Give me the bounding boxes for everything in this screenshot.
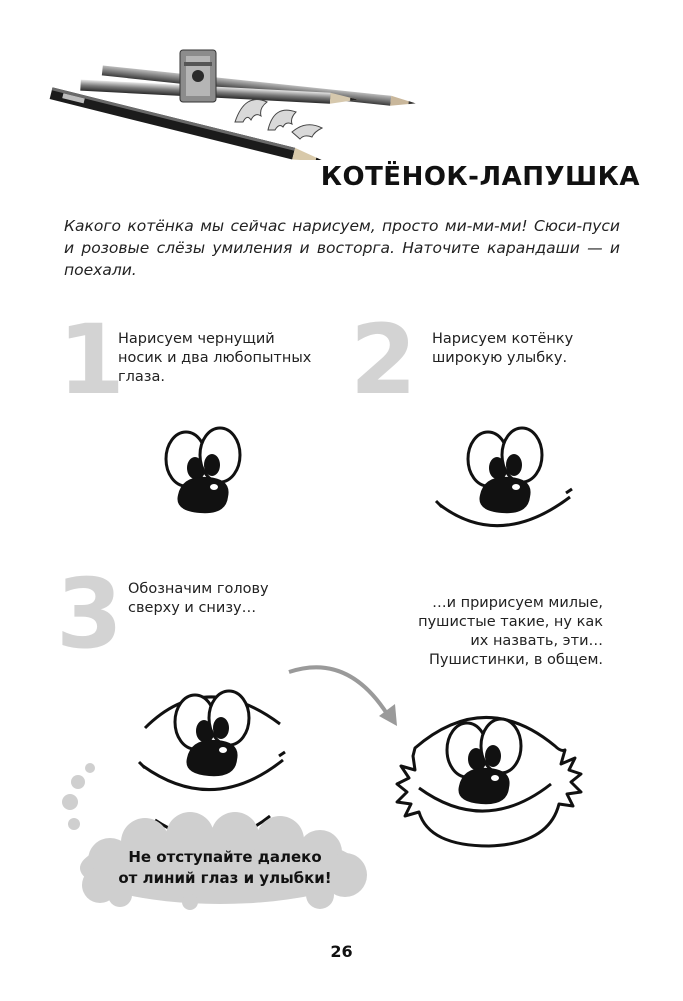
pencils-illustration (40, 40, 430, 160)
step-2-text: Нарисуем котёнку широкую улыбку. (432, 331, 574, 366)
kitten-face-step-2 (430, 425, 580, 540)
tip-line-1: Не отступайте далеко (128, 848, 322, 866)
step-1-number: 1 (58, 304, 125, 416)
step-3-text: Обозначим голову сверху и снизу… (128, 581, 269, 616)
step-2-number: 2 (350, 304, 417, 416)
tip-text (100, 847, 350, 889)
page-number: 26 (330, 942, 353, 961)
step-3-number: 3 (56, 558, 123, 670)
page-title: КОТЁНОК-ЛАПУШКА (320, 162, 640, 192)
kitten-face-step-4 (375, 700, 590, 850)
intro-paragraph: Какого котёнка мы сейчас нарисуем, просто ми-ми-ми! Сюси-пуси и розовые слёзы умиления и восторга. Наточите карандаши — и поехали. (64, 217, 620, 279)
kitten-face-step-1 (150, 425, 260, 525)
tip-line-2: от линий глаз и улыбки! (118, 869, 332, 887)
step-4-text: …и пририсуем милые, пушистые такие, ну как их назвать, эти… Пушистинки, в общем. (418, 595, 603, 668)
sharpener-icon (180, 50, 216, 102)
step-1-text: Нарисуем чернущий носик и два любопытных глаза. (118, 331, 312, 385)
curved-arrow-icon (285, 660, 405, 730)
